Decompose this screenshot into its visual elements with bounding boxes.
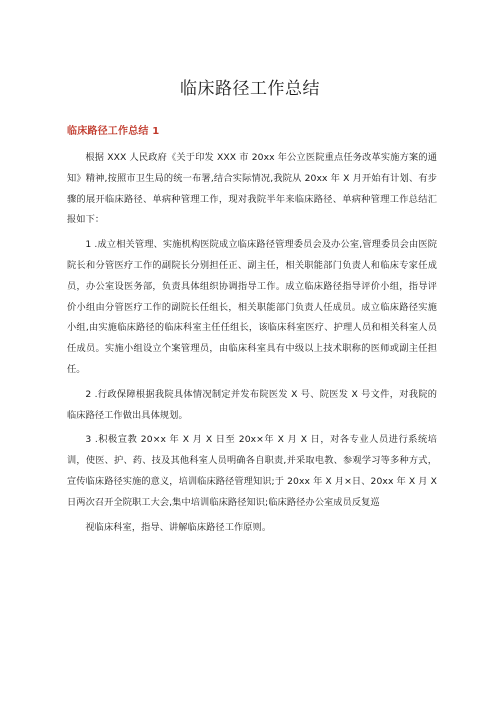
paragraph-continuation: 视临床科室，指导、讲解临床路径工作原则。 xyxy=(85,521,272,533)
document-title: 临床路径工作总结 xyxy=(180,79,320,99)
paragraph-item-2: 2 .行政保障根据我院具体情况制定并发布院医发 X 号、院医发 X 号文件，对我院的临床路径工作做出具体规划。 xyxy=(67,388,437,421)
section-heading: 临床路径工作总结 1 xyxy=(67,126,160,137)
paragraph-item-1: 1 .成立相关管理、实施机构医院成立临床路径管理委员会及办公室,管理委员会由医院院长和分管医疗工作的副院长分别担任正、副主任，相关职能部门负责人和临床专家任成员，办公室设医务部，负责具体组织协调指导工作。成立临床路径指导评价小组，指导评价小组由分管医疗工作的副院长任组长，相关职能部门负责人任成员。成立临床路径实施小组,由实施临床路径的临床科室主任任组长，该临床科室医疗、护理人员和相关科室人员任成员。实施小组设立个案管理员，由临床科室具有中级以上技术职称的医师或副主任担任。 xyxy=(67,239,437,375)
paragraph-item-3: 3 .积极宣教 20×x 年 X 月 X 日至 20x×年 X 月 X 日，对各专业人员进行系统培训，使医、护、药、技及其他科室人员明确各自职责,并采取电教、参观学习等多种方式，宣传临床路径实施的意义，培训临床路径管理知识;于 20xx 年 X 月×日、20xx 年 X 月 X 日两次召开全院职工大会,集中培训临床路径知识;临床路径办公室成员反复巡 xyxy=(67,434,437,508)
document-body xyxy=(67,148,437,542)
paragraph-intro: 根据 XXX 人民政府《关于印发 XXX 市 20xx 年公立医院重点任务改革实施方案的通知》精神,按照市卫生局的统一布署,结合实际情况,我院从 20xx 年 X 月开始有计划、有步骤的展开临床路径、单病种管理工作，现对我院半年来临床路径、单病种管理工作总结汇报如下： xyxy=(67,152,437,226)
